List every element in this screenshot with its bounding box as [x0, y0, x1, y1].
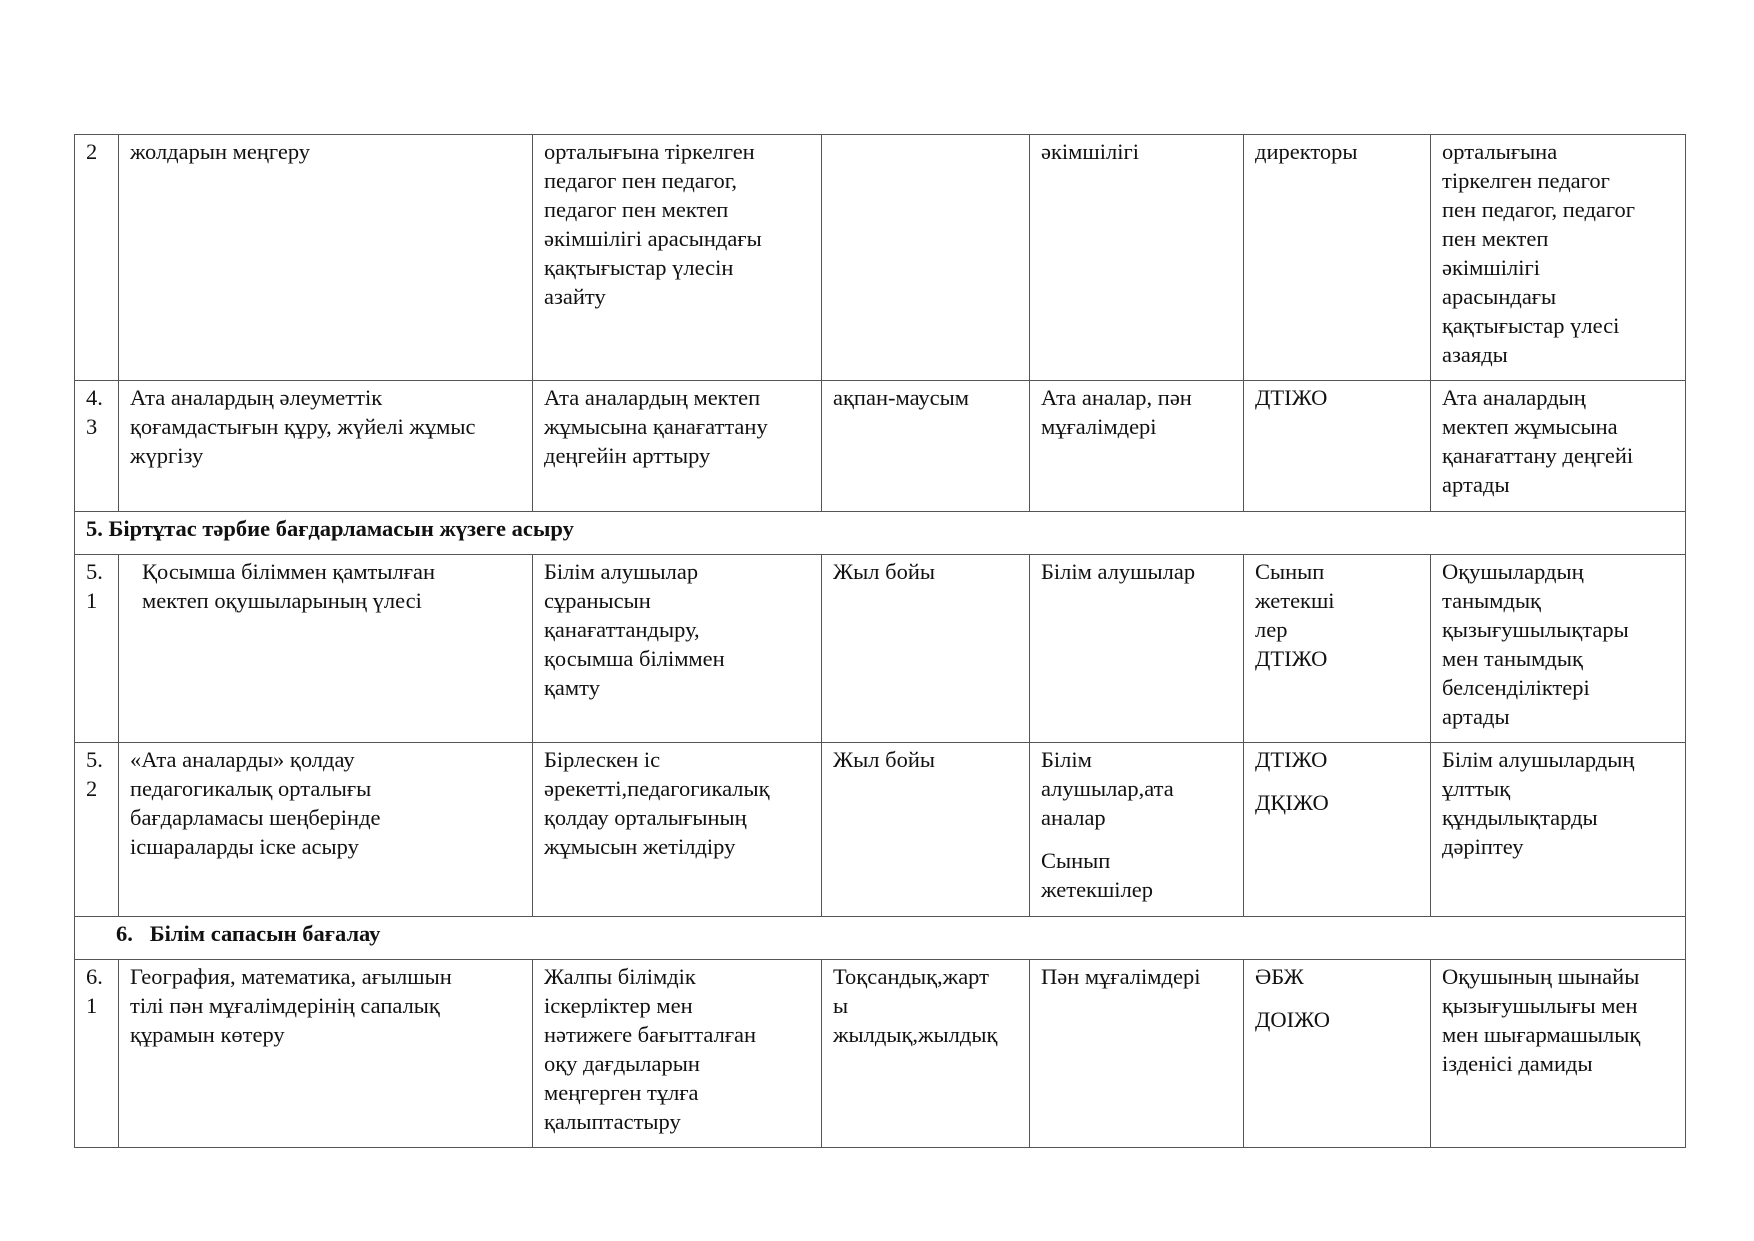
period-cell: Жыл бойы — [822, 743, 1030, 917]
table-row — [75, 743, 1686, 917]
responsible-cell: директоры — [1244, 135, 1431, 381]
row-number: 5. 1 — [75, 555, 119, 743]
result-cell: Оқушылардың танымдық қызығушылықтары мен танымдық белсенділіктері артады — [1431, 555, 1686, 743]
section-row — [75, 512, 1686, 555]
result-cell: Білім алушылардың ұлттық құндылықтарды дәріптеу — [1431, 743, 1686, 917]
table-row — [75, 960, 1686, 1148]
participants-cell: Пән мұғалімдері — [1030, 960, 1244, 1148]
task-cell: Ата аналардың әлеуметтік қоғамдастығын құру, жүйелі жұмыс жүргізу — [119, 381, 533, 512]
period-cell: Тоқсандық,жарт ы жылдық,жылдық — [822, 960, 1030, 1148]
measures-cell: Білім алушылар сұранысын қанағаттандыру, қосымша біліммен қамту — [533, 555, 822, 743]
measures-cell: Ата аналардың мектеп жұмысына қанағаттану деңгейін арттыру — [533, 381, 822, 512]
period-cell: Жыл бойы — [822, 555, 1030, 743]
task-cell: Қосымша біліммен қамтылған мектеп оқушыларының үлесі — [119, 555, 533, 743]
section-heading: 6. Білім сапасын бағалау — [75, 917, 1686, 960]
responsible-cell: ДТІЖО ДҚІЖО — [1244, 743, 1431, 917]
row-number: 4. 3 — [75, 381, 119, 512]
task-cell: жолдарын меңгеру — [119, 135, 533, 381]
period-cell — [822, 135, 1030, 381]
table-row — [75, 135, 1686, 381]
section-row — [75, 917, 1686, 960]
participants-cell: Ата аналар, пән мұғалімдері — [1030, 381, 1244, 512]
participants-cell: Білім алушылар — [1030, 555, 1244, 743]
section-heading: 5. Біртұтас тәрбие бағдарламасын жүзеге асыру — [75, 512, 1686, 555]
participants-cell: Білім алушылар,ата аналар Сынып жетекшілер — [1030, 743, 1244, 917]
period-cell: ақпан-маусым — [822, 381, 1030, 512]
responsible-cell: ӘБЖ ДОІЖО — [1244, 960, 1431, 1148]
table-row — [75, 381, 1686, 512]
responsible-cell: ДТІЖО — [1244, 381, 1431, 512]
participants-cell: әкімшілігі — [1030, 135, 1244, 381]
task-cell: «Ата аналарды» қолдау педагогикалық орталығы бағдарламасы шеңберінде ісшараларды іске асыру — [119, 743, 533, 917]
measures-cell: орталығына тіркелген педагог пен педагог, педагог пен мектеп әкімшілігі арасындағы қақтығыстар үлесін азайту — [533, 135, 822, 381]
plan-table — [74, 134, 1686, 1148]
result-cell: Оқушының шынайы қызығушылығы мен мен шығармашылық ізденісі дамиды — [1431, 960, 1686, 1148]
table-row — [75, 555, 1686, 743]
measures-cell: Жалпы білімдік іскерліктер мен нәтижеге бағытталған оқу дағдыларын меңгерген тұлға қалыптастыру — [533, 960, 822, 1148]
row-number: 2 — [75, 135, 119, 381]
row-number: 6. 1 — [75, 960, 119, 1148]
result-cell: Ата аналардың мектеп жұмысына қанағаттану деңгейі артады — [1431, 381, 1686, 512]
row-number: 5. 2 — [75, 743, 119, 917]
result-cell: орталығына тіркелген педагог пен педагог, педагог пен мектеп әкімшілігі арасындағы қақтығыстар үлесі азаяды — [1431, 135, 1686, 381]
measures-cell: Бірлескен іс әрекетті,педагогикалық қолдау орталығының жұмысын жетілдіру — [533, 743, 822, 917]
task-cell: География, математика, ағылшын тілі пән мұғалімдерінің сапалық құрамын көтеру — [119, 960, 533, 1148]
responsible-cell: Сынып жетекші лер ДТІЖО — [1244, 555, 1431, 743]
